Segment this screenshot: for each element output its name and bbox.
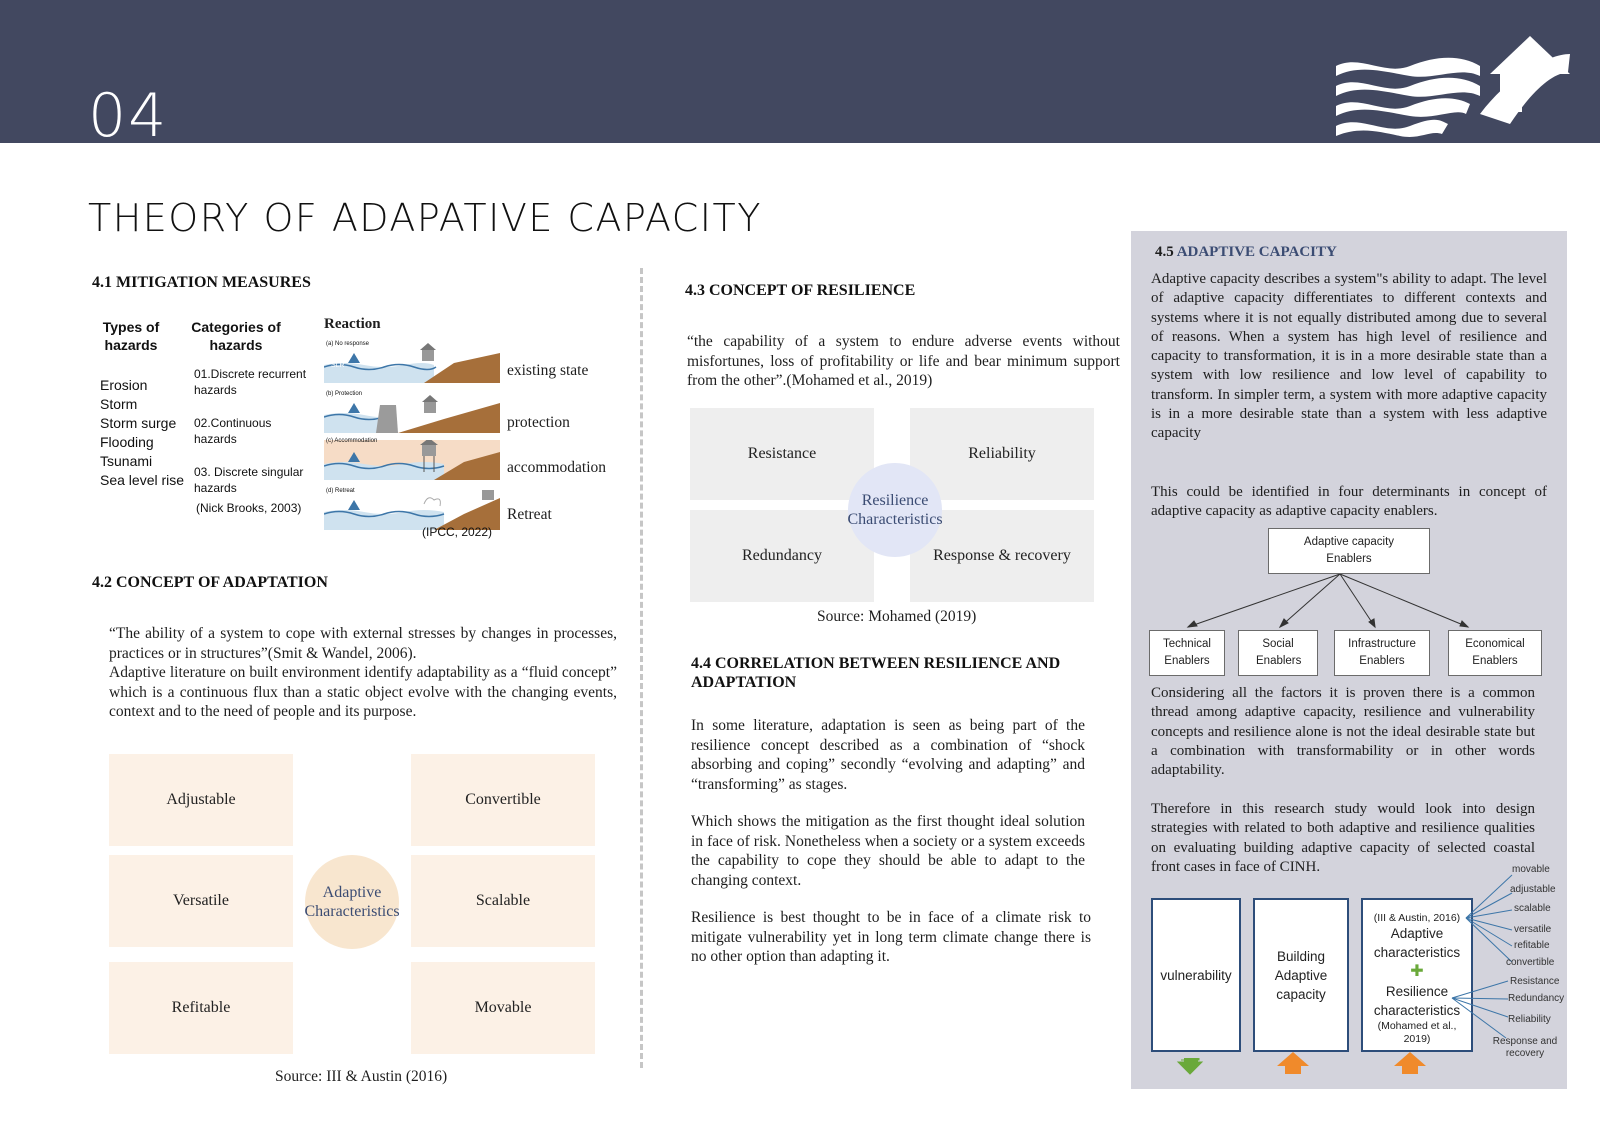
hazard-type: Erosion: [100, 377, 148, 393]
side-label: convertible: [1506, 957, 1555, 968]
correlation-paragraph: Resilience is best thought to be in face of a climate risk to mitigate vulnerability yet in long term climate change there is no other option than adapting it.: [691, 909, 1091, 965]
hazard-types-list: [100, 376, 184, 490]
reaction-strip-no-response: [324, 343, 500, 383]
correlation-paragraph: In some literature, adaptation is seen as being part of the resilience concept described as a combination of “shock absorbing and coping” secondly “evolving and adapting” and “transforming” as stages.: [691, 717, 1085, 793]
hazard-type: Flooding: [100, 434, 154, 450]
resilience-reference: (Mohamed et al., 2019): [1377, 1020, 1457, 1045]
resilience-quote: “the capability of a system to endure adverse events without misfortunes, loss of profitability or life and bear minimum support from the other”.(Mohamed et al., 2019): [687, 333, 1120, 389]
strip-caption: (d) Retreat: [326, 488, 355, 494]
adaptive-capacity-paragraph: Therefore in this research study would look into design strategies with related to both adaptive and resilience qualities on evaluating building adaptive capacity of selected coastal front cases in face of CINH.: [1151, 801, 1535, 875]
adaptation-source: Source: III & Austin (2016): [275, 1068, 448, 1085]
characteristic-label: Resistance: [747, 445, 817, 462]
adaptive-characteristic-box: [411, 962, 595, 1054]
adaptive-capacity-paragraph: This could be identified in four determinants in concept of adaptive capacity as adaptive capacity enablers.: [1151, 484, 1547, 520]
adaptive-characteristic-box: [109, 962, 293, 1054]
side-label: Resistance: [1510, 976, 1560, 987]
wave-house-logo-icon: [1330, 14, 1600, 142]
resilience-characteristic-box: [690, 510, 874, 602]
enablers-root-box: Adaptive capacity Enablers: [1268, 528, 1430, 574]
strip-caption: (b) Protection: [326, 391, 363, 397]
side-label: adjustable: [1510, 884, 1556, 895]
characteristic-label: Redundancy: [742, 547, 822, 564]
hazard-category: 03. Discrete singular hazards: [194, 465, 304, 495]
adaptive-characteristic-box: [411, 754, 595, 846]
column-divider: [640, 268, 643, 1068]
strip-caption: (a) No response: [326, 341, 370, 347]
characteristic-label: Refitable: [171, 999, 231, 1016]
adaptive-capacity-heading: 4.5 ADAPTIVE CAPACITY: [1155, 244, 1337, 260]
correlation-paragraph: Which shows the mitigation as the first thought ideal solution in face of risk. Nonetheless when a society or a system exceeds the capability to cope they should be able to adapt to the changing context.: [691, 813, 1085, 889]
categories-of-hazards-header: Categories of hazards: [191, 319, 281, 353]
enabler-box: Infrastructure Enablers: [1334, 630, 1430, 676]
resilience-characteristics-center: Resilience Characteristics: [848, 463, 942, 557]
adaptive-reference: (III & Austin, 2016): [1373, 912, 1461, 924]
hazard-type: Tsunami: [100, 453, 153, 469]
side-label: Redundancy: [1508, 993, 1565, 1004]
reaction-label: existing state: [507, 362, 589, 379]
mitigation-heading: 4.1 MITIGATION MEASURES: [92, 274, 311, 291]
resilience-characteristic-box: [690, 408, 874, 500]
hazard-type: Storm: [100, 396, 138, 412]
reaction-strip-protection: [324, 393, 500, 433]
adaptive-characteristic-box: [109, 855, 293, 947]
characteristic-label: Movable: [474, 999, 532, 1016]
side-label: movable: [1512, 864, 1550, 875]
adaptation-paragraph: [109, 624, 617, 722]
adaptation-fluid-concept: Adaptive literature on built environment identify adaptability as a “fluid concept” which is a continuous flux than a static object evolve with the changing events, context and to the need of people and its purpose.: [109, 664, 617, 720]
plus-icon: ✚: [1410, 963, 1424, 980]
correlation-heading-line1: 4.4 CORRELATION BETWEEN RESILIENCE AND: [691, 655, 1061, 672]
hazard-type: Sea level rise: [100, 472, 185, 488]
reaction-strip-accommodation: [324, 440, 500, 480]
page-title: THEORY OF ADAPATIVE CAPACITY: [88, 196, 762, 240]
characteristic-label: Response & recovery: [933, 547, 1071, 564]
resilience-characteristics-label: Resilience characteristics: [1373, 984, 1461, 1018]
side-label: refitable: [1514, 940, 1550, 951]
characteristic-label: Adjustable: [166, 791, 236, 808]
reaction-source: (IPCC, 2022): [422, 525, 493, 539]
enabler-box: Technical Enablers: [1149, 630, 1225, 676]
reaction-strip-retreat: [324, 490, 500, 530]
reaction-header: Reaction: [324, 316, 381, 332]
characteristic-label: Versatile: [173, 892, 229, 909]
hazard-category: 02.Continuous hazards: [194, 416, 272, 446]
side-label: scalable: [1514, 903, 1551, 914]
types-of-hazards-header: Types of hazards: [102, 319, 160, 353]
chapter-number: 04: [88, 81, 169, 151]
categories-source: (Nick Brooks, 2003): [196, 501, 302, 515]
strip-caption: (c) Accommodation: [326, 438, 378, 444]
side-label: Response and recovery: [1492, 1036, 1558, 1059]
reaction-label: accommodation: [507, 459, 606, 476]
slr-tag: SLR: [331, 362, 345, 369]
adaptive-characteristic-box: [109, 754, 293, 846]
adaptation-heading: 4.2 CONCEPT OF ADAPTATION: [92, 574, 328, 591]
building-adaptive-capacity-box: Building Adaptive capacity: [1253, 898, 1349, 1052]
characteristic-label: Reliability: [968, 445, 1036, 462]
adaptive-capacity-paragraph: Adaptive capacity describes a system"s ability to adapt. The level of adaptive capacity differentiates to different contexts and systems where it is not equally distributed among due to several of reasons. When a system has high level of resilience and capacity to transformation, it is in a more desirable state than a system with low resilience and low level of capability to transform. In simpler term, a system with more adaptive capacity is in a more desirable state than a system with less adaptive capacity: [1151, 271, 1547, 442]
enabler-box: Economical Enablers: [1448, 630, 1542, 676]
adaptive-characteristic-box: [411, 855, 595, 947]
characteristics-box: [1361, 898, 1473, 1052]
enabler-box: Social Enablers: [1238, 630, 1318, 676]
correlation-heading-line2: ADAPTATION: [691, 674, 797, 691]
reaction-label: Retreat: [507, 506, 552, 523]
adaptive-characteristics-label: Adaptive characteristics: [1373, 926, 1461, 960]
resilience-heading: 4.3 CONCEPT OF RESILIENCE: [685, 282, 916, 299]
hazard-category: 01.Discrete recurrent hazards: [194, 367, 307, 397]
resilience-source: Source: Mohamed (2019): [817, 608, 977, 625]
side-label: versatile: [1514, 924, 1552, 935]
characteristic-label: Scalable: [475, 892, 531, 909]
adaptation-definition: “The ability of a system to cope with external stresses by changes in processes, practices or in structures”(Smit & Wandel, 2006).: [109, 625, 617, 662]
reaction-label: protection: [507, 414, 570, 431]
resilience-characteristic-box: [910, 408, 1094, 500]
adaptive-characteristics-center: Adaptive Characteristics: [305, 855, 399, 949]
hazard-type: Storm surge: [100, 415, 177, 431]
characteristic-label: Convertible: [465, 791, 541, 808]
vulnerability-box: vulnerability: [1151, 898, 1241, 1052]
side-label: Reliability: [1508, 1014, 1551, 1025]
adaptive-capacity-paragraph: Considering all the factors it is proven there is a common thread among adaptive capacity, resilience and vulnerability concepts and resilience alone is not the ideal desirable state but a combination with transformability or in other words adaptability.: [1151, 685, 1535, 779]
